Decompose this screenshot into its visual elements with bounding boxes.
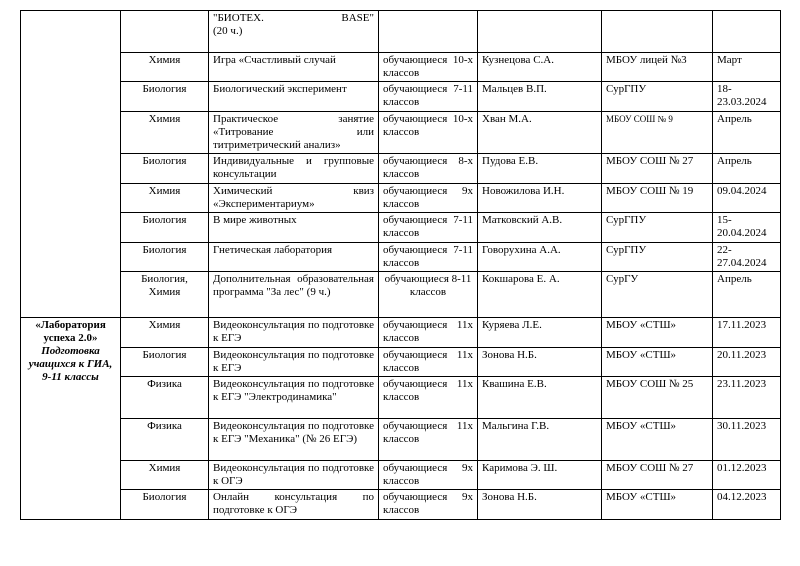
participants-cell: обучающиеся 9х классов — [379, 461, 478, 490]
event-cell: Видеоконсультация по подготовке к ЕГЭ "Механика" (№ 26 ЕГЭ) — [209, 419, 379, 461]
person-cell: Пудова Е.В. — [478, 154, 602, 184]
participants-cell: обучающиеся 9х классов — [379, 490, 478, 520]
subject-cell: Физика — [121, 377, 209, 419]
org-cell: СурГПУ — [602, 213, 713, 243]
event-cell: Видеоконсультация по подготовке к ОГЭ — [209, 461, 379, 490]
org-cell: МБОУ СОШ № 25 — [602, 377, 713, 419]
event-text-right: BASE" — [341, 12, 374, 24]
date-cell: Март — [713, 53, 781, 82]
person-cell: Квашина Е.В. — [478, 377, 602, 419]
date-cell: 17.11.2023 — [713, 318, 781, 348]
date-cell: 04.12.2023 — [713, 490, 781, 520]
subject-cell: Химия — [121, 184, 209, 213]
event-text-left: "БИОТЕХ. — [213, 12, 264, 24]
event-cell: Биологический эксперимент — [209, 82, 379, 112]
participants-cell: обучающиеся 11х классов — [379, 318, 478, 348]
table-row — [21, 82, 781, 112]
event-cell: Гнетическая лаборатория — [209, 243, 379, 272]
subject-cell: Биология, Химия — [121, 272, 209, 318]
date-cell: 09.04.2024 — [713, 184, 781, 213]
program-title: «Лаборатория успеха 2.0» — [35, 319, 106, 344]
table-row — [21, 53, 781, 82]
person-cell: Зонова Н.Б. — [478, 490, 602, 520]
event-cell — [209, 11, 379, 53]
participants-cell: обучающиеся 10-х классов — [379, 53, 478, 82]
org-cell: СурГПУ — [602, 82, 713, 112]
subject-cell: Биология — [121, 243, 209, 272]
org-cell: МБОУ СОШ № 27 — [602, 154, 713, 184]
table-row — [21, 112, 781, 154]
person-cell: Мальцев В.П. — [478, 82, 602, 112]
org-cell: МБОУ СОШ № 19 — [602, 184, 713, 213]
subject-cell: Физика — [121, 419, 209, 461]
participants-cell: обучающиеся 7-11 классов — [379, 82, 478, 112]
participants-cell: обучающиеся 11х классов — [379, 348, 478, 377]
person-cell: Новожилова И.Н. — [478, 184, 602, 213]
table-row — [21, 490, 781, 520]
event-cell: В мире животных — [209, 213, 379, 243]
participants-cell: обучающиеся 8-11 классов — [379, 272, 478, 318]
event-line-1 — [213, 12, 374, 25]
program-subtitle: Подготовка учащихся к ГИА, 9-11 классы — [28, 345, 113, 383]
date-cell: Апрель — [713, 272, 781, 318]
event-cell: Игра «Счастливый случай — [209, 53, 379, 82]
org-cell — [602, 11, 713, 53]
person-cell: Хван М.А. — [478, 112, 602, 154]
table-row — [21, 154, 781, 184]
person-cell: Каримова Э. Ш. — [478, 461, 602, 490]
table-row — [21, 318, 781, 348]
date-cell: 18-23.03.2024 — [713, 82, 781, 112]
participants-cell: обучающиеся 11х классов — [379, 419, 478, 461]
date-cell: 15-20.04.2024 — [713, 213, 781, 243]
participants-cell: обучающиеся 10-х классов — [379, 112, 478, 154]
table-row — [21, 184, 781, 213]
event-cell: Видеоконсультация по подготовке к ЕГЭ — [209, 348, 379, 377]
event-cell: Практическое занятие «Титрование или титриметрический анализ» — [209, 112, 379, 154]
date-cell: 22-27.04.2024 — [713, 243, 781, 272]
org-cell: СурГУ — [602, 272, 713, 318]
event-cell: Онлайн консультация по подготовке к ОГЭ — [209, 490, 379, 520]
person-cell: Куряева Л.Е. — [478, 318, 602, 348]
org-cell: МБОУ «СТШ» — [602, 318, 713, 348]
table-row — [21, 419, 781, 461]
program-cell — [21, 11, 121, 318]
date-cell: 01.12.2023 — [713, 461, 781, 490]
date-cell: 20.11.2023 — [713, 348, 781, 377]
table-row — [21, 348, 781, 377]
org-cell: МБОУ СОШ № 9 — [602, 112, 713, 154]
subject-cell: Химия — [121, 318, 209, 348]
person-cell: Говорухина А.А. — [478, 243, 602, 272]
participants-cell: обучающиеся 11х классов — [379, 377, 478, 419]
subject-cell — [121, 11, 209, 53]
org-cell: МБОУ СОШ № 27 — [602, 461, 713, 490]
org-cell: СурГПУ — [602, 243, 713, 272]
table-row — [21, 272, 781, 318]
org-cell: МБОУ лицей №3 — [602, 53, 713, 82]
date-cell: 30.11.2023 — [713, 419, 781, 461]
table-row — [21, 461, 781, 490]
program-cell — [21, 318, 121, 520]
table-row — [21, 213, 781, 243]
subject-cell: Химия — [121, 461, 209, 490]
subject-cell: Химия — [121, 53, 209, 82]
schedule-table — [20, 10, 781, 520]
person-cell: Мальгина Г.В. — [478, 419, 602, 461]
person-cell: Матковский А.В. — [478, 213, 602, 243]
event-line-2: (20 ч.) — [213, 25, 243, 37]
participants-cell: обучающиеся 7-11 классов — [379, 213, 478, 243]
org-cell: МБОУ «СТШ» — [602, 490, 713, 520]
event-cell: Индивидуальные и групповые консультации — [209, 154, 379, 184]
date-cell: Апрель — [713, 112, 781, 154]
event-cell: Видеоконсультация по подготовке к ЕГЭ — [209, 318, 379, 348]
person-cell: Кокшарова Е. А. — [478, 272, 602, 318]
org-cell: МБОУ «СТШ» — [602, 419, 713, 461]
table-row — [21, 11, 781, 53]
org-cell: МБОУ «СТШ» — [602, 348, 713, 377]
event-cell: Дополнительная образовательная программа "За лес" (9 ч.) — [209, 272, 379, 318]
table-row — [21, 243, 781, 272]
subject-cell: Химия — [121, 112, 209, 154]
person-cell — [478, 11, 602, 53]
participants-cell: обучающиеся 9х классов — [379, 184, 478, 213]
participants-cell: обучающиеся 7-11 классов — [379, 243, 478, 272]
subject-cell: Биология — [121, 82, 209, 112]
subject-cell: Биология — [121, 213, 209, 243]
participants-cell: обучающиеся 8-х классов — [379, 154, 478, 184]
date-cell: 23.11.2023 — [713, 377, 781, 419]
subject-cell: Биология — [121, 490, 209, 520]
subject-cell: Биология — [121, 348, 209, 377]
participants-cell — [379, 11, 478, 53]
subject-cell: Биология — [121, 154, 209, 184]
person-cell: Кузнецова С.А. — [478, 53, 602, 82]
event-cell: Химический квиз «Экспериментариум» — [209, 184, 379, 213]
date-cell: Апрель — [713, 154, 781, 184]
date-cell — [713, 11, 781, 53]
event-cell: Видеоконсультация по подготовке к ЕГЭ "Электродинамика" — [209, 377, 379, 419]
table-row — [21, 377, 781, 419]
person-cell: Зонова Н.Б. — [478, 348, 602, 377]
